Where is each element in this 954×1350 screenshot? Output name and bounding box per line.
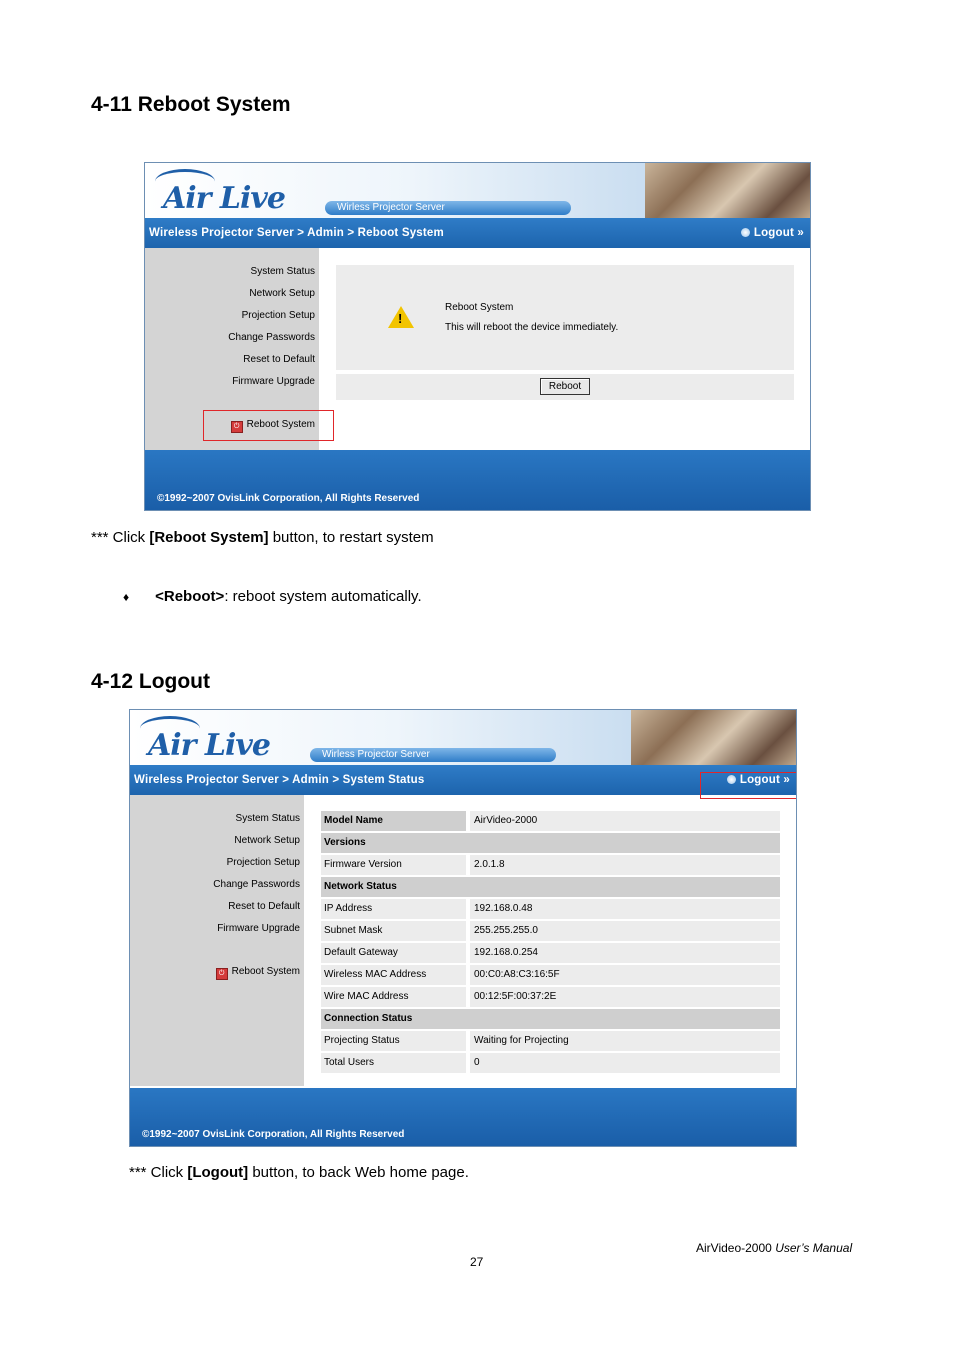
reboot-button[interactable]: Reboot	[540, 378, 590, 395]
power-icon: ⏻	[216, 968, 228, 980]
table-cell-value: 00:12:5F:00:37:2E	[470, 987, 780, 1007]
table-cell-value: 255.255.255.0	[470, 921, 780, 941]
table-cell-label: Projecting Status	[321, 1031, 466, 1051]
table-cell-value: 192.168.0.254	[470, 943, 780, 963]
sidebar	[130, 795, 304, 1086]
highlight-box	[700, 772, 797, 799]
reboot-message-box: ! Reboot System This will reboot the device immediately.	[336, 265, 794, 370]
table-row	[321, 921, 780, 941]
caption-logout: *** Click [Logout] button, to back Web home page.	[129, 1164, 469, 1181]
table-cell-label: Subnet Mask	[321, 921, 466, 941]
table-cell-value: 00:C0:A8:C3:16:5F	[470, 965, 780, 985]
section-heading-reboot: 4-11 Reboot System	[91, 93, 291, 116]
footer-bar	[130, 1088, 796, 1146]
breadcrumb	[145, 218, 810, 248]
page-number: 27	[470, 1255, 484, 1269]
sidebar-item-network-setup[interactable]: Network Setup	[249, 288, 315, 299]
table-row	[321, 899, 780, 919]
sidebar-item-firmware-upgrade[interactable]: Firmware Upgrade	[232, 376, 315, 387]
table-row	[321, 943, 780, 963]
sidebar-item-reset-default[interactable]: Reset to Default	[228, 901, 300, 912]
table-row	[321, 855, 780, 875]
message-body: This will reboot the device immediately.	[445, 322, 619, 333]
section-heading-logout: 4-12 Logout	[91, 670, 210, 693]
product-pill: Wirless Projector Server	[310, 748, 556, 762]
sidebar-item-reset-default[interactable]: Reset to Default	[243, 354, 315, 365]
header-banner	[130, 710, 796, 765]
table-row	[321, 1009, 780, 1029]
bullet-reboot: ♦ <Reboot>: reboot system automatically.	[123, 588, 422, 605]
highlight-box	[203, 410, 334, 441]
table-row	[321, 877, 780, 897]
table-cell-label: IP Address	[321, 899, 466, 919]
table-cell-value: 2.0.1.8	[470, 855, 780, 875]
table-row	[321, 833, 780, 853]
table-cell-label: Network Status	[321, 877, 780, 897]
logout-link[interactable]: Logout »	[727, 765, 790, 795]
sidebar-item-reboot-system[interactable]: ⏻ Reboot System	[231, 419, 315, 433]
sidebar-item-firmware-upgrade[interactable]: Firmware Upgrade	[217, 923, 300, 934]
table-cell-label: Wire MAC Address	[321, 987, 466, 1007]
table-cell-label: Total Users	[321, 1053, 466, 1073]
logout-dot-icon	[741, 228, 750, 237]
logout-link[interactable]: Logout »	[741, 218, 804, 248]
table-cell-label: Connection Status	[321, 1009, 780, 1029]
table-cell-label: Model Name	[321, 811, 466, 831]
table-row	[321, 1031, 780, 1051]
table-row	[321, 811, 780, 831]
sidebar-item-change-passwords[interactable]: Change Passwords	[228, 332, 315, 343]
button-bar	[336, 374, 794, 400]
table-cell-value: 192.168.0.48	[470, 899, 780, 919]
table-cell-label: Firmware Version	[321, 855, 466, 875]
airlive-logo: Air Live	[163, 181, 285, 216]
table-row	[321, 965, 780, 985]
sidebar-item-system-status[interactable]: System Status	[235, 813, 300, 824]
table-cell-label: Wireless MAC Address	[321, 965, 466, 985]
table-row	[321, 987, 780, 1007]
footer-bar	[145, 450, 810, 510]
table-cell-value: AirVideo-2000	[470, 811, 780, 831]
people-photo	[631, 710, 796, 765]
logout-screenshot	[129, 709, 797, 1147]
table-cell-value: 0	[470, 1053, 780, 1073]
message-title: Reboot System	[445, 302, 514, 313]
copyright: ©1992~2007 OvisLink Corporation, All Rights Reserved	[157, 493, 420, 504]
sidebar-item-network-setup[interactable]: Network Setup	[234, 835, 300, 846]
sidebar-item-reboot-system[interactable]: ⏻ Reboot System	[216, 966, 300, 980]
header-banner	[145, 163, 810, 218]
breadcrumb-text: Wireless Projector Server > Admin > System Status	[134, 774, 425, 786]
breadcrumb	[130, 765, 796, 795]
power-icon: ⏻	[231, 421, 243, 433]
table-row	[321, 1053, 780, 1073]
people-photo	[645, 163, 810, 218]
sidebar-item-projection-setup[interactable]: Projection Setup	[226, 857, 300, 868]
bullet-diamond-icon: ♦	[123, 590, 130, 604]
sidebar-item-system-status[interactable]: System Status	[250, 266, 315, 277]
table-cell-value: Waiting for Projecting	[470, 1031, 780, 1051]
copyright: ©1992~2007 OvisLink Corporation, All Rights Reserved	[142, 1129, 405, 1140]
reboot-screenshot	[144, 162, 811, 511]
breadcrumb-text: Wireless Projector Server > Admin > Reboot System	[149, 227, 444, 239]
sidebar-item-change-passwords[interactable]: Change Passwords	[213, 879, 300, 890]
manual-title: AirVideo-2000 User’s Manual	[696, 1241, 853, 1255]
product-pill: Wirless Projector Server	[325, 201, 571, 215]
table-cell-label: Versions	[321, 833, 780, 853]
table-cell-label: Default Gateway	[321, 943, 466, 963]
airlive-logo: Air Live	[148, 728, 270, 763]
sidebar-item-projection-setup[interactable]: Projection Setup	[241, 310, 315, 321]
caption-reboot: *** Click [Reboot System] button, to restart system	[91, 529, 434, 546]
